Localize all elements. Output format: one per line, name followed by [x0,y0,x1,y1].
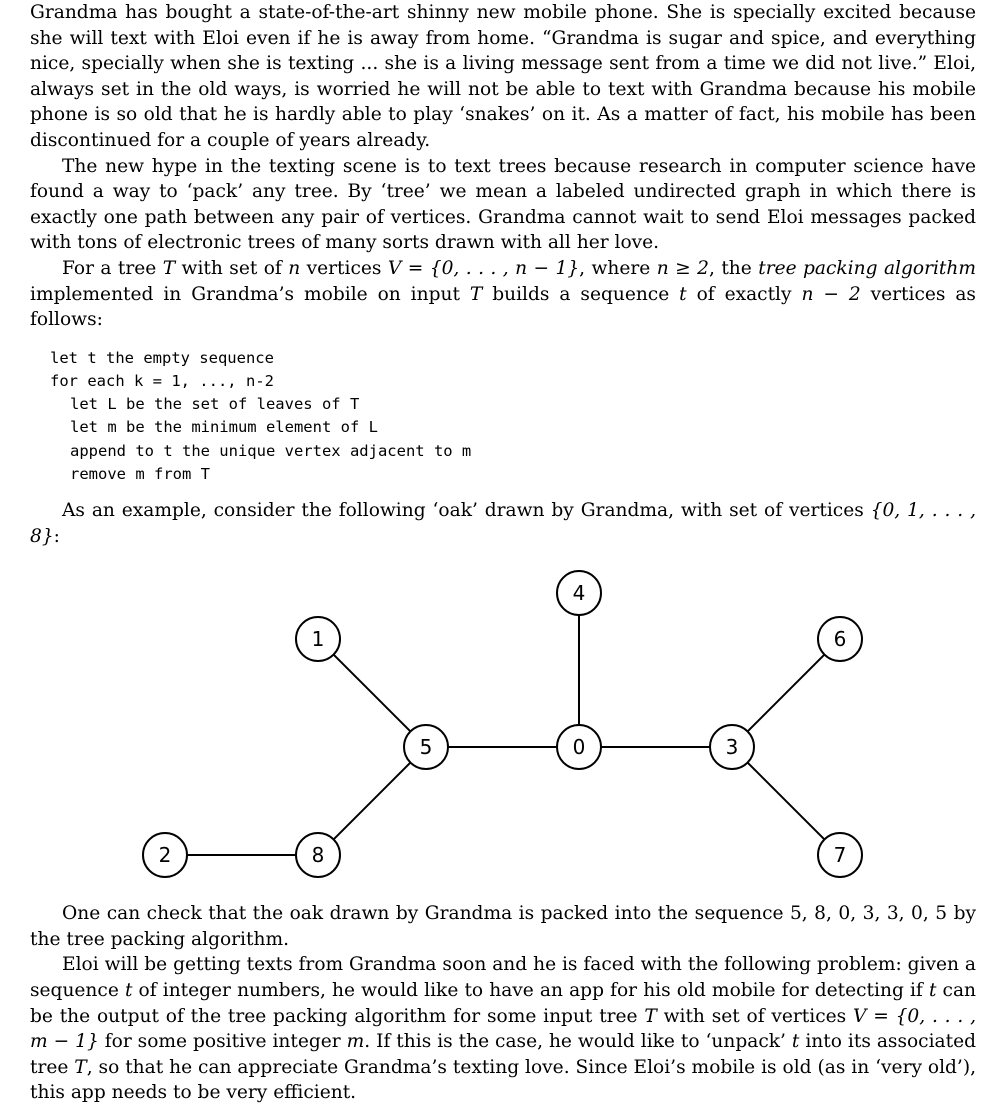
algorithm-pseudocode [50,347,976,486]
tree-node-label: 8 [311,843,325,868]
tree-node-6 [818,617,862,661]
problem-statement [30,0,976,1106]
paragraph-problem: Eloi will be getting texts from Grandma soon and he is faced with the following problem: given a sequence t of integer numbers, he would like to have an app for his old mobile for detecting if t can be the output of the tree packing algorithm for some input tree T with set of vertices V = {0, . . . , m − 1} for some positive integer m. If this is the case, he would like to ‘unpack’ t into its associated tree T, so that he can appreciate Grandma’s texting love. Since Eloi’s mobile is old (as in ‘very old’), this app needs to be very efficient. [30,954,977,1104]
code-line: let t the empty sequence [50,348,274,367]
tree-node-7 [818,833,862,877]
paragraph-hype: The new hype in the texting scene is to text trees because research in computer science have found a way to ‘pack’ any tree. By ‘tree’ we mean a labeled undirected graph in which there is exactly one path between any pair of vertices. Grandma cannot wait to send Eloi messages packed with tons of electronic trees of many sorts drawn with all her love. [30,155,976,254]
tree-edge-5-8 [334,763,411,840]
code-line: let m be the minimum element of L [70,418,378,437]
tree-node-3 [710,725,754,769]
term-tree-packing-algorithm: tree packing algorithm [758,257,976,279]
tree-edge-3-6 [748,655,825,732]
tree-node-label: 6 [833,627,847,652]
code-line: remove m from T [70,464,210,483]
paragraph-packed-sequence: One can check that the oak drawn by Grandma is packed into the sequence 5, 8, 0, 3, 3, 0, 5 by the tree packing algorithm. [30,903,976,950]
tree-edge-5-1 [334,655,411,732]
tree-diagram [30,559,976,885]
tree-node-label: 4 [572,581,586,606]
tree-node-label: 1 [311,627,325,652]
tree-node-label: 7 [833,843,847,868]
code-line: for each k = 1, ..., n-2 [50,371,274,390]
tree-node-label: 2 [158,843,172,868]
code-line: append to t the unique vertex adjacent to m [70,441,472,460]
tree-node-1 [296,617,340,661]
paragraph-intro: Grandma has bought a state-of-the-art shinny new mobile phone. She is specially excited because she will text with Eloi even if he is away from home. “Grandma is sugar and spice, and everything nice, specially when she is texting ... she is a living message sent from a time we did not live.” Eloi, always set in the old ways, is worried he will not be able to text with Grandma because his mobile phone is so old that he is hardly able to play ‘snakes’ on it. As a matter of fact, his mobile has been discontinued for a couple of years already. [30,2,976,151]
paragraph-algorithm-intro: For a tree T with set of n vertices V = {0, . . . , n − 1}, where n ≥ 2, the tree packing algorithm implemented in Grandma’s mobile on input T builds a sequence t of exactly n − 2 vertices as follows: [30,257,976,331]
tree-node-4 [557,571,601,615]
tree-edge-3-7 [748,763,825,840]
tree-node-label: 5 [419,735,433,760]
tree-node-5 [404,725,448,769]
tree-node-2 [143,833,187,877]
code-line: let L be the set of leaves of T [70,395,360,414]
tree-node-label: 0 [572,735,586,760]
oak-tree-figure [30,559,976,885]
tree-node-label: 3 [725,735,739,760]
tree-node-0 [557,725,601,769]
paragraph-example: As an example, consider the following ‘oak’ drawn by Grandma, with set of vertices {0, 1, . . . , 8}: [30,499,976,547]
tree-node-8 [296,833,340,877]
